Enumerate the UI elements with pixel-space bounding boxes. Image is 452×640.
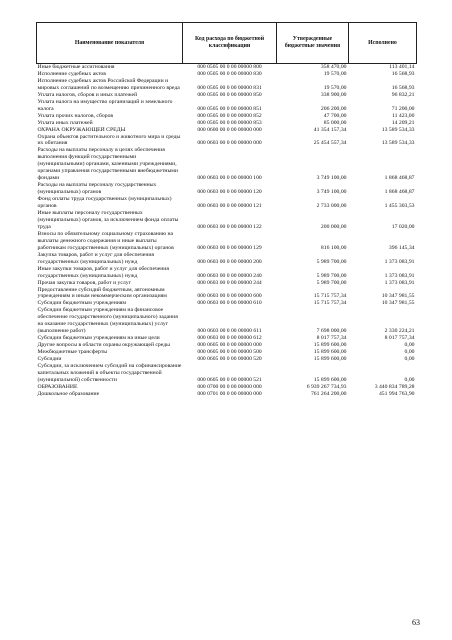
row-code: 000 0700 00 0 00 00000 000 (197, 383, 262, 390)
row-approved: 47 700,00 (323, 112, 347, 119)
row-code: 000 0605 00 0 00 00000 520 (197, 356, 262, 363)
row-name: Уплата прочих налогов, сборов (37, 112, 114, 119)
row-name: Уплата налога на имущество организаций и земельного налога (37, 98, 173, 112)
row-code: 000 0603 00 0 00 00000 240 (197, 272, 262, 279)
row-approved: 358 470,00 (320, 64, 347, 70)
row-approved: 8 017 757,34 (316, 335, 347, 342)
row-executed: 2 330 224,21 (384, 328, 415, 335)
row-code: 000 0603 00 0 00 00000 244 (197, 279, 262, 286)
table-row (37, 335, 417, 342)
row-approved: 338 900,00 (320, 91, 347, 98)
row-name: Охрана объектов растительного и животного мира и среды их обитания (37, 133, 181, 147)
table-row (37, 280, 417, 287)
row-executed: 16 568,93 (391, 70, 415, 77)
row-code: 000 0605 00 0 00 00000 521 (197, 376, 262, 383)
row-name: Закупка товаров, работ и услуг для обеспечения государственных (муниципальных) нужд (37, 251, 155, 265)
row-name: Другие вопросы в области охраны окружающей среды (37, 342, 170, 349)
page-number: 63 (412, 618, 420, 627)
row-code: 000 0605 00 0 00 00000 500 (197, 349, 262, 356)
row-name: ОБРАЗОВАНИЕ (37, 383, 78, 390)
table-row (37, 92, 417, 99)
row-code: 000 0505 00 0 00 00000 800 (197, 64, 262, 70)
header-name: Наименование показателя (37, 23, 183, 64)
row-code: 000 0605 00 0 00 00000 000 (197, 342, 262, 349)
row-approved: 19 570,00 (323, 70, 347, 77)
row-executed: 8 017 757,34 (384, 335, 415, 342)
row-code: 000 0603 00 0 00 00000 200 (197, 258, 262, 265)
header-approved: Утвержденные бюджетные значения (277, 23, 349, 64)
row-executed: 71 200,00 (391, 105, 415, 112)
table-row (37, 147, 417, 182)
row-approved: 206 200,00 (320, 105, 347, 112)
row-name: Взносы по обязательному социальному страхованию на выплаты денежного содержания и иные выплаты работникам государственных (муниципальных) органов (37, 230, 174, 251)
row-approved: 761 264 200,00 (310, 390, 347, 397)
row-approved: 19 570,00 (323, 84, 347, 91)
row-executed: 0,00 (404, 376, 415, 383)
row-approved: 7 698 000,00 (316, 328, 347, 335)
table-row (37, 342, 417, 349)
row-approved: 15 899 600,00 (313, 356, 347, 363)
row-code: 000 0701 00 0 00 00000 000 (197, 390, 262, 397)
table-row (37, 349, 417, 356)
row-name: Фонд оплаты труда государственных (муниципальных) органов (37, 196, 172, 210)
row-code: 000 0603 00 0 00 00000 610 (197, 300, 262, 307)
table-row (37, 252, 417, 266)
row-approved: 200 000,00 (320, 223, 347, 230)
row-code: 000 0505 00 0 00 00000 830 (197, 70, 262, 77)
row-executed: 16 568,93 (391, 84, 415, 91)
table-row (37, 134, 417, 148)
table-row (37, 120, 417, 127)
row-approved: 6 939 267 734,93 (306, 383, 347, 390)
row-executed: 1 868 468,87 (384, 175, 415, 182)
row-code: 000 0505 00 0 00 00000 853 (197, 119, 262, 126)
row-code: 000 0600 00 0 00 00000 000 (197, 126, 262, 133)
row-name: Уплата налогов, сборов и иных платежей (37, 91, 138, 98)
table-row (37, 287, 417, 301)
table-row (37, 391, 417, 398)
row-executed: 0,00 (404, 342, 415, 349)
row-name: Субсидии, за исключением субсидий на софинансирование капитальных вложений в объекты государственной (муниципальной) собственности (37, 362, 182, 383)
row-name: Расходы на выплаты персоналу в целях обеспечения выполнения функций государственными (муниципальными) органами, казенными учреждениями, органами управления государственными внебюджетными фондами (37, 147, 178, 182)
row-name: Исполнение судебных актов Российской Федерации и мировых соглашений по возмещению причиненного вреда (37, 77, 180, 91)
row-name: Прочая закупка товаров, работ и услуг (37, 279, 131, 286)
row-code: 000 0603 00 0 00 00000 100 (197, 175, 262, 182)
table-body (37, 64, 417, 398)
row-approved: 15 899 600,00 (313, 349, 347, 356)
row-approved: 3 749 100,00 (316, 175, 347, 182)
row-name: Дошкольное образование (37, 390, 100, 397)
row-executed: 113 401,14 (389, 64, 415, 70)
row-approved: 15 715 757,34 (313, 300, 347, 307)
header-executed: Исполнено (349, 23, 417, 64)
row-executed: 11 423,00 (391, 112, 415, 119)
budget-execution-table (36, 22, 417, 398)
row-code: 000 0603 00 0 00 00000 129 (197, 244, 262, 251)
table-row (37, 307, 417, 335)
row-executed: 0,00 (404, 349, 415, 356)
row-executed: 1 373 083,91 (384, 258, 415, 265)
table-row (37, 384, 417, 391)
budget-report-page (36, 22, 416, 398)
row-code: 000 0505 00 0 00 00000 852 (197, 112, 262, 119)
table-row (37, 231, 417, 252)
table-row (37, 363, 417, 384)
row-executed: 14 209,21 (391, 119, 415, 126)
row-approved: 3 749 100,00 (316, 189, 347, 196)
row-code: 000 0603 00 0 00 00000 120 (197, 189, 262, 196)
row-approved: 5 989 700,00 (316, 279, 347, 286)
row-code: 000 0505 00 0 00 00000 831 (197, 84, 262, 91)
table-row (37, 356, 417, 363)
row-name: Иные выплаты персоналу государственных (муниципальных) органов, за исключением фонда оплаты труда (37, 210, 179, 230)
row-name: Субсидии бюджетным учреждениям на иные цели (37, 335, 160, 342)
row-code: 000 0505 00 0 00 00000 851 (197, 105, 262, 112)
table-row (37, 300, 417, 307)
header-code: Код расхода по бюджетной классификации (183, 23, 277, 64)
table-header (37, 23, 417, 64)
row-code: 000 0603 00 0 00 00000 121 (197, 203, 262, 210)
row-approved: 2 733 000,00 (316, 203, 347, 210)
row-name: Уплата иных платежей (37, 119, 93, 126)
row-code: 000 0505 00 0 00 00000 850 (197, 91, 262, 98)
row-approved: 41 354 157,34 (313, 126, 347, 133)
table-row (37, 182, 417, 196)
row-executed: 13 589 534,33 (381, 126, 415, 133)
row-approved: 816 100,00 (320, 244, 347, 251)
row-approved: 15 899 600,00 (313, 376, 347, 383)
table-row (37, 71, 417, 78)
row-executed: 1 455 303,53 (384, 203, 415, 210)
table-row (37, 78, 417, 92)
row-code: 000 0603 00 0 00 00000 122 (197, 223, 262, 230)
row-executed: 396 145,34 (388, 244, 415, 251)
row-executed: 1 373 083,91 (384, 279, 415, 286)
table-row (37, 210, 417, 231)
row-approved: 5 989 700,00 (316, 272, 347, 279)
row-approved: 25 454 557,34 (313, 140, 347, 147)
row-code: 000 0603 00 0 00 00000 000 (197, 140, 262, 147)
row-code: 000 0603 00 0 00 00000 600 (197, 293, 262, 300)
row-executed: 17 020,00 (391, 223, 415, 230)
row-executed: 0,00 (404, 356, 415, 363)
row-code: 000 0603 00 0 00 00000 612 (197, 335, 262, 342)
row-name: Межбюджетные трансферты (37, 349, 108, 356)
row-executed: 3 440 834 789,28 (374, 383, 415, 390)
row-approved: 85 000,00 (323, 119, 347, 126)
table-row (37, 99, 417, 113)
row-executed: 96 832,21 (391, 91, 415, 98)
table-row (37, 196, 417, 210)
row-name: Предоставление субсидий бюджетным, автономным учреждениям и иным некоммерческим организациям (37, 286, 167, 300)
table-row (37, 64, 417, 71)
row-executed: 10 347 981,55 (381, 293, 415, 300)
row-executed: 10 347 981,55 (381, 300, 415, 307)
row-executed: 1 868 468,87 (384, 189, 415, 196)
table-row (37, 127, 417, 134)
row-name: Субсидии бюджетным учреждениям на финансовое обеспечение государственного (муниципального) задания на оказание государственных (муниципальных) услуг (выполнение работ) (37, 307, 178, 335)
row-name: Субсидии (37, 356, 62, 363)
row-name: Иные закупки товаров, работ и услуг для обеспечения государственных (муниципальных) нужд (37, 265, 169, 279)
row-executed: 1 373 083,91 (384, 272, 415, 279)
row-name: ОХРАНА ОКРУЖАЮЩЕЙ СРЕДЫ (37, 126, 126, 133)
row-executed: 451 994 763,90 (378, 390, 415, 397)
row-name: Субсидии бюджетным учреждениям (37, 300, 127, 307)
table-row (37, 113, 417, 120)
row-approved: 15 899 600,00 (313, 342, 347, 349)
row-name: Иные бюджетные ассигнования (37, 64, 115, 70)
row-approved: 5 989 700,00 (316, 258, 347, 265)
row-name: Расходы на выплаты персоналу государственных (муниципальных) органов (37, 182, 157, 196)
row-executed: 13 589 534,33 (381, 140, 415, 147)
row-name: Исполнение судебных актов (37, 70, 106, 77)
row-code: 000 0603 00 0 00 00000 611 (197, 328, 262, 335)
table-row (37, 266, 417, 280)
row-approved: 15 715 757,34 (313, 293, 347, 300)
